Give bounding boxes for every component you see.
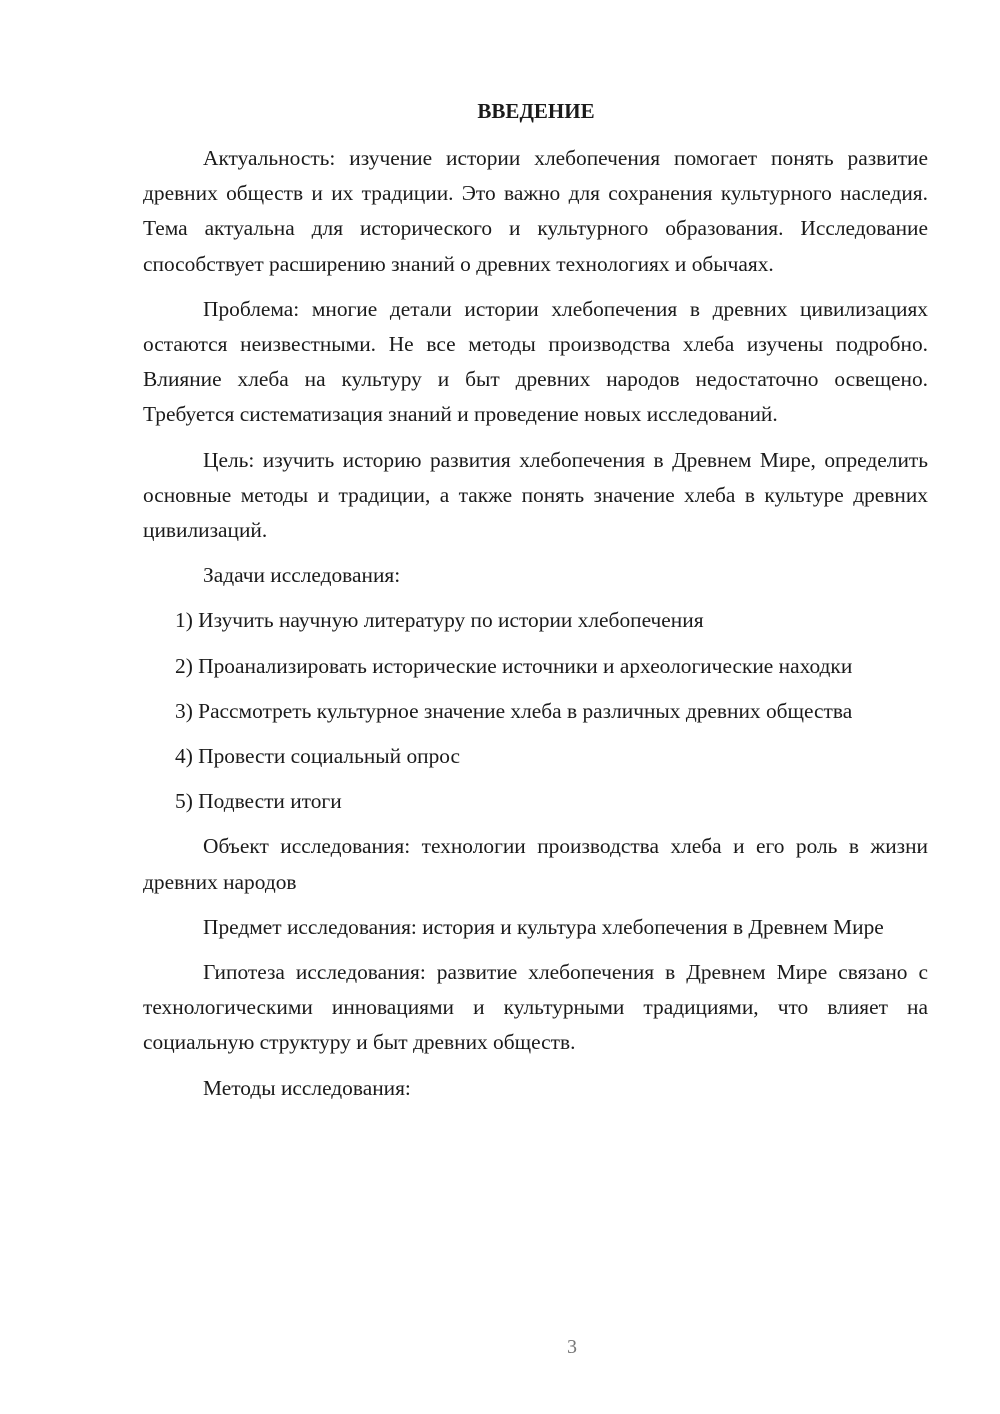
page-number: 3 [567, 1336, 577, 1358]
tasks-heading: Задачи исследования: [203, 563, 401, 588]
task-item: 1) Изучить научную литературу по истории хлебопечения [175, 608, 704, 633]
paragraph-problem: Проблема: многие детали истории хлебопечения в древних цивилизациях остаются неизвестными. Не все методы производства хлеба изучены подробно. Влияние хлеба на культуру и быт древних народов недостаточно освещено. Требуется систематизация знаний и проведение новых исследований. [143, 296, 928, 427]
page-title: ВВЕДЕНИЕ [477, 99, 595, 123]
task-item: 2) Проанализировать исторические источники и археологические находки [175, 653, 853, 678]
paragraph-relevance: Актуальность: изучение истории хлебопечения помогает понять развитие древних обществ и их традиции. Это важно для сохранения культурного наследия. Тема актуальна для исторического и культурного образования. Исследование способствует расширению знаний о древних технологиях и обычаях. [143, 146, 928, 276]
paragraph-goal: Цель: изучить историю развития хлебопечения в Древнем Мире, определить основные методы и традиции, а также понять значение хлеба в культуре древних цивилизаций. [143, 447, 928, 543]
document-body [143, 141, 928, 1106]
task-item: 5) Подвести итоги [175, 789, 342, 814]
task-item: 3) Рассмотреть культурное значение хлеба в различных древних общества [175, 698, 853, 723]
paragraph-hypothesis: Гипотеза исследования: развитие хлебопечения в Древнем Мире связано с технологическими инновациями и культурными традициями, что влияет на социальную структуру и быт древних обществ. [143, 960, 928, 1055]
paragraph-subject: Предмет исследования: история и культура хлебопечения в Древнем Мире [203, 914, 884, 939]
paragraph-object: Объект исследования: технологии производства хлеба и его роль в жизни древних народов [143, 834, 928, 894]
task-item: 4) Провести социальный опрос [175, 744, 461, 769]
methods-heading: Методы исследования: [203, 1075, 411, 1100]
